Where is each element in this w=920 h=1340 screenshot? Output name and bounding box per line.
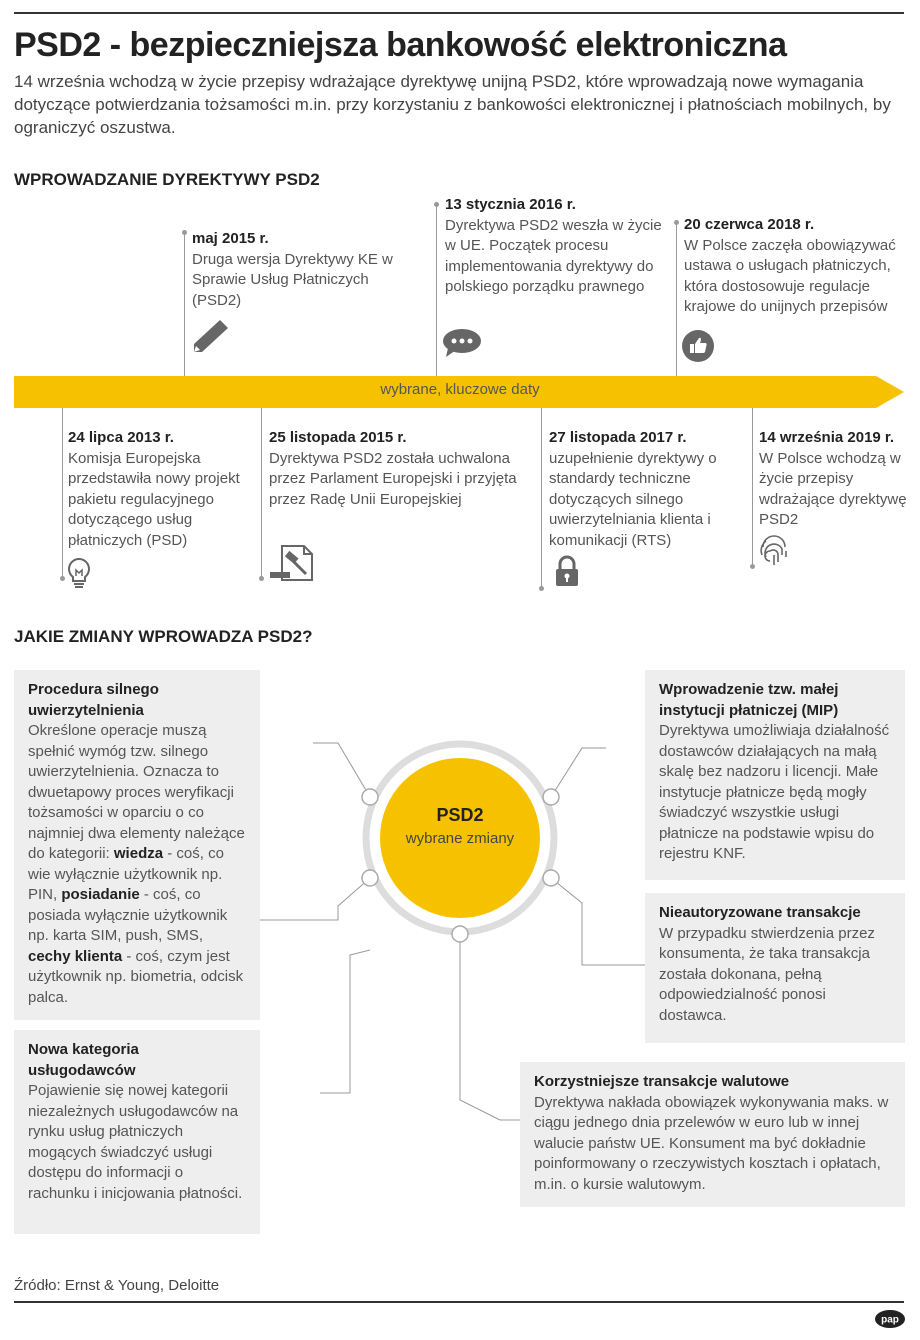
box-title: Procedura silnego uwierzytelnienia xyxy=(28,681,159,719)
box-text: Dyrektywa nakłada obowiązek wykonywania maks. w ciągu jednego dnia przelewów w euro lub w innej walucie państw UE. Konsument ma być dokładnie poinformowany o rzeczywistych kosztach i opłatach, m.in. o kursie walutowym. xyxy=(534,1093,889,1193)
event-date: 25 listopada 2015 r. xyxy=(269,429,407,446)
event-date: 20 czerwca 2018 r. xyxy=(684,216,815,233)
term-knowledge-desc: - coś, co wie wyłącznie użytkownik np. PIN, xyxy=(28,845,224,903)
event-description: Komisja Europejska przedstawiła nowy projekt pakietu regulacyjnego dotyczącego usług płatniczych (PSD) xyxy=(68,449,240,549)
pap-logo-text: pap xyxy=(881,1314,899,1326)
event-description: Dyrektywa PSD2 weszła w życie w UE. Początek procesu implementowania dyrektywy do polskiego porządku prawnego xyxy=(445,216,662,295)
page-title: PSD2 - bezpieczniejsza bankowość elektroniczna xyxy=(14,26,787,64)
changes-heading: JAKIE ZMIANY WPROWADZA PSD2? xyxy=(14,627,313,646)
box-text: Pojawienie się nowej kategorii niezależnych usługodawców na rynku usług płatniczych mogących świadczyć usługi dostępu do informacji o rachunku i inicjowania płatności. xyxy=(28,1082,243,1202)
box-text: Dyrektywa umożliwiaja działalność dostawców działających na małą skalę bez nadzoru i licencji. Małe instytucje płatnicze będą mogły świadczyć wszystkie usługi płatnicze na podstawie wpisu do rejestru KNF. xyxy=(659,722,890,862)
change-box-unauthorized-transactions xyxy=(645,893,905,1043)
event-date: 13 stycznia 2016 r. xyxy=(445,196,576,213)
term-possession-desc: - coś, co posiada wyłącznie użytkownik np. karta SIM, push, SMS, xyxy=(28,886,228,944)
event-description: uzupełnienie dyrektywy o standardy techniczne dotyczących silnego uwierzytelniania klienta i komunikacji (RTS) xyxy=(549,449,717,549)
timeline-heading: WPROWADZANIE DYREKTYWY PSD2 xyxy=(14,170,320,189)
change-box-small-payment-institution xyxy=(645,670,905,880)
intro-text: 14 września wchodzą w życie przepisy wdrażające dyrektywę unijną PSD2, które wprowadzają nowe wymagania dotyczące potwierdzania tożsamości m.in. przy korzystaniu z bankowości elektronicznej i płatnościach mobilnych, by ograniczyć oszustwa. xyxy=(14,72,891,137)
term-knowledge: wiedza xyxy=(113,845,164,862)
box-title: Wprowadzenie tzw. małej instytucji płatniczej (MIP) xyxy=(659,681,839,719)
change-box-currency-transactions xyxy=(520,1062,905,1207)
change-box-strong-authentication xyxy=(14,670,260,1020)
event-description: W Polsce zaczęła obowiązywać ustawa o usługach płatniczych, która dostosowuje regulacje krajowe do unijnych przepisów xyxy=(684,236,896,315)
term-inherence-desc: - coś, czym jest użytkownik np. biometria, odcisk palca. xyxy=(28,947,244,1006)
bottom-rule xyxy=(14,1301,904,1303)
pap-logo xyxy=(874,1309,906,1329)
event-date: 14 września 2019 r. xyxy=(759,429,895,446)
timeline-arrow-label: wybrane, kluczowe daty xyxy=(380,381,540,398)
event-description: Druga wersja Dyrektywy KE w Sprawie Usług Płatniczych (PSD2) xyxy=(192,250,393,309)
event-date: maj 2015 r. xyxy=(192,230,269,247)
source-note: Źródło: Ernst & Young, Deloitte xyxy=(14,1277,220,1294)
box-text: W przypadku stwierdzenia przez konsumenta, że taka transakcja została dokonana, pełną odpowiedzialność ponosi dostawca. xyxy=(659,924,875,1024)
event-date: 27 listopada 2017 r. xyxy=(549,429,687,446)
change-box-new-providers xyxy=(14,1030,260,1234)
box-text: Określone operacje muszą spełnić wymóg tzw. silnego uwierzytelnienia. Oznacza to dwuetapowy proces weryfikacji tożsamości w oparciu o co najmniej dwa elementy należące do kategorii: xyxy=(28,722,245,862)
term-inherence: cechy klienta xyxy=(28,947,123,965)
event-date: 24 lipca 2013 r. xyxy=(68,429,174,446)
box-title: Nowa kategoria usługodawców xyxy=(28,1041,139,1079)
event-description: Dyrektywa PSD2 została uchwalona przez Parlament Europejski i przyjęta przez Radę Unii Europejskiej xyxy=(269,449,517,508)
center-title: PSD2 xyxy=(436,805,484,825)
center-subtitle: wybrane zmiany xyxy=(405,830,515,847)
box-title: Nieautoryzowane transakcje xyxy=(659,904,861,921)
box-title: Korzystniejsze transakcje walutowe xyxy=(534,1073,790,1090)
term-possession: posiadanie xyxy=(61,886,140,903)
event-description: W Polsce wchodzą w życie przepisy wdrażające dyrektywę PSD2 xyxy=(759,449,907,528)
